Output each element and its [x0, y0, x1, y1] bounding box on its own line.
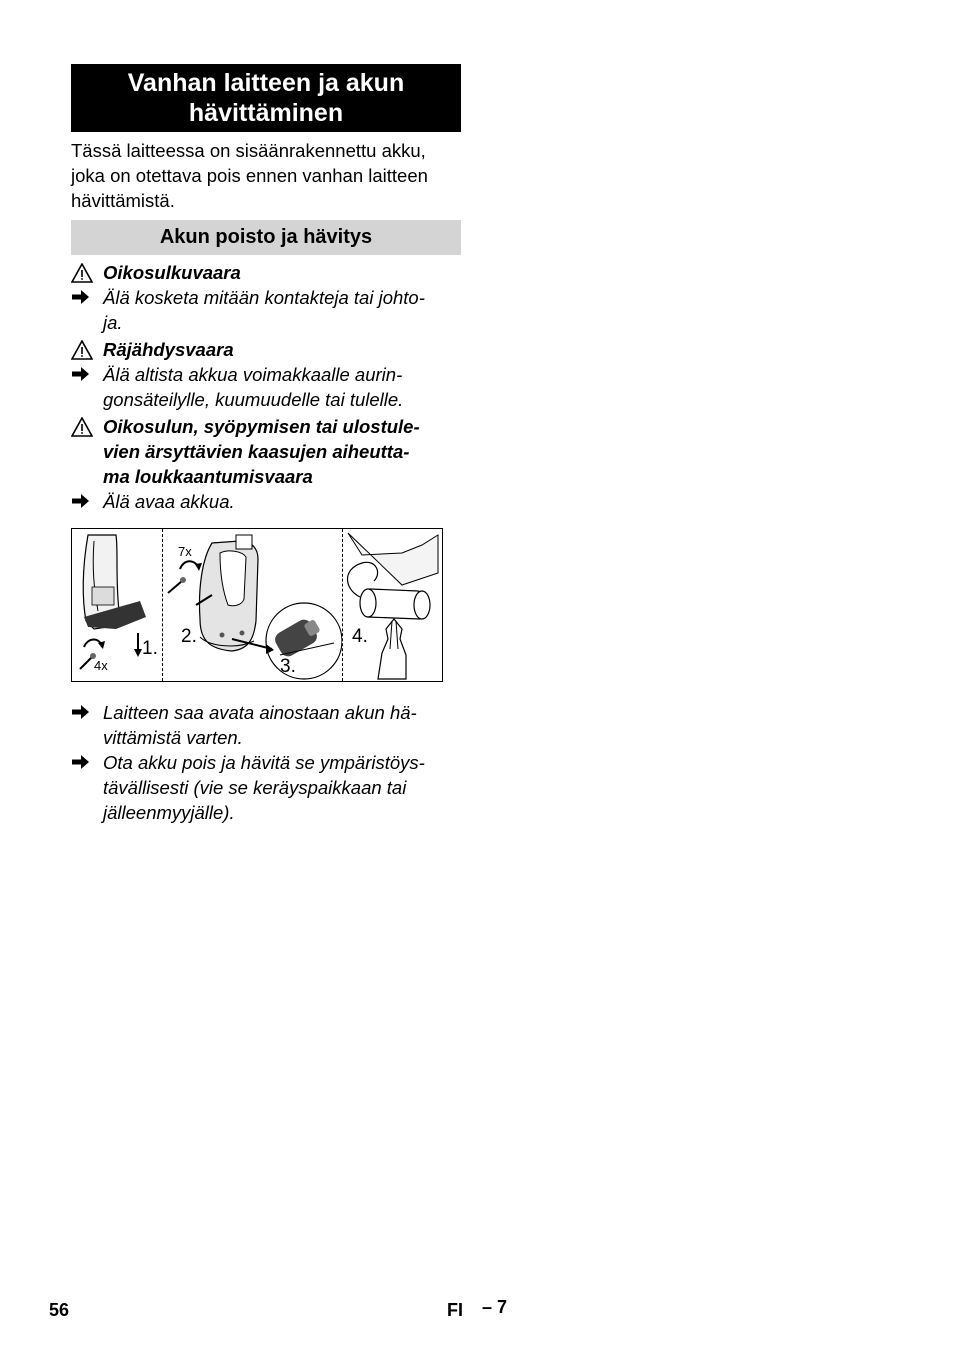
- warning-title: vien ärsyttävien kaasujen aiheutta-: [103, 441, 410, 462]
- warning-title: ma loukkaantumisvaara: [103, 466, 313, 487]
- intro-paragraph: [71, 138, 461, 213]
- action-item: [71, 489, 461, 514]
- section-page-number: – 7: [482, 1297, 508, 1317]
- arrow-right-icon: [71, 288, 91, 306]
- warning-title: Oikosulun, syöpymisen tai ulostule-: [103, 416, 420, 437]
- step-label: 3.: [280, 656, 296, 677]
- warning-item: [71, 260, 461, 285]
- screw-count-label: 7x: [178, 544, 192, 559]
- step-label: 4.: [352, 626, 368, 647]
- after-steps-list: [71, 700, 461, 825]
- intro-line-3: hävittämistä.: [71, 190, 175, 211]
- action-text: ja.: [103, 312, 123, 333]
- arrow-right-icon: [71, 703, 91, 721]
- language-code: FI: [447, 1300, 463, 1320]
- battery-removal-illustration: [71, 528, 443, 682]
- action-item: [71, 750, 461, 825]
- warning-item: [71, 337, 461, 362]
- battery-cut-drawing: [342, 529, 442, 681]
- action-text: Älä avaa akkua.: [103, 491, 235, 512]
- content-column: [71, 64, 461, 825]
- warning-title: Oikosulkuvaara: [103, 262, 241, 283]
- action-text: gonsäteilylle, kuumuudelle tai tulelle.: [103, 389, 404, 410]
- action-item: [71, 285, 461, 335]
- warning-item: [71, 414, 461, 489]
- section-heading: Akun poisto ja hävitys: [71, 220, 461, 255]
- arrow-right-icon: [71, 753, 91, 771]
- action-text: Älä altista akkua voimakkaalle aurin-: [103, 364, 403, 385]
- warning-triangle-icon: [71, 340, 93, 360]
- action-text: vittämistä varten.: [103, 727, 243, 748]
- warning-triangle-icon: [71, 263, 93, 283]
- page-title-line-2: hävittäminen: [188, 99, 344, 127]
- action-item: [71, 362, 461, 412]
- warning-triangle-icon: [71, 417, 93, 437]
- arrow-right-icon: [71, 492, 91, 510]
- intro-line-1: Tässä laitteessa on sisäänrakennettu akku,: [71, 140, 426, 161]
- action-text: tävällisesti (vie se keräyspaikkaan tai: [103, 777, 407, 798]
- arrow-right-icon: [71, 365, 91, 383]
- action-text: Laitteen saa avata ainostaan akun hä-: [103, 702, 417, 723]
- warning-list: [71, 260, 461, 514]
- action-text: Ota akku pois ja hävitä se ympäristöys-: [103, 752, 425, 773]
- action-text: Älä kosketa mitään kontakteja tai johto-: [103, 287, 425, 308]
- page-title: [71, 64, 461, 132]
- warning-title: Räjähdysvaara: [103, 339, 234, 360]
- page-title-line-1: Vanhan laitteen ja akun: [127, 69, 405, 97]
- screw-count-label: 4x: [94, 658, 108, 673]
- intro-line-2: joka on otettava pois ennen vanhan laitteen: [71, 165, 428, 186]
- step-label: 2.: [181, 626, 197, 647]
- step-label: 1.: [142, 638, 158, 659]
- action-item: [71, 700, 461, 750]
- action-text: jälleenmyyjälle).: [103, 802, 235, 823]
- page-number: 56: [49, 1300, 70, 1320]
